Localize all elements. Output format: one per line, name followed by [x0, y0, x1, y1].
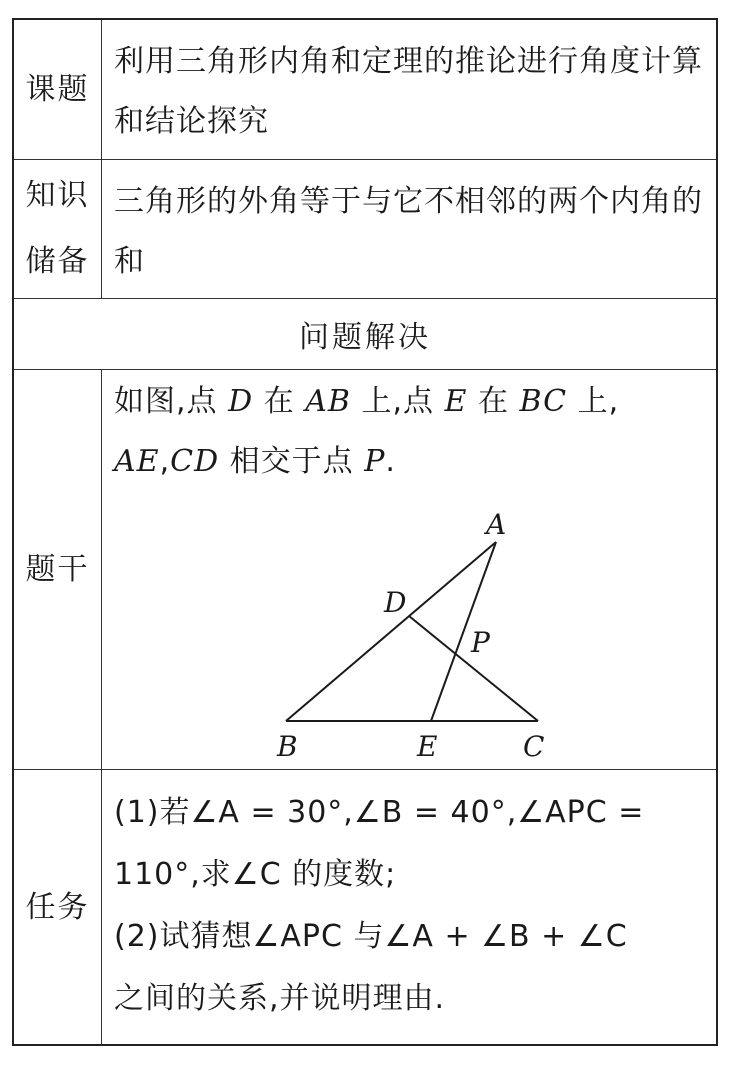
knowledge-row [14, 160, 716, 299]
stem-text: . [385, 444, 396, 479]
task-label [14, 770, 102, 1046]
stem-point-d: D [228, 384, 254, 419]
worksheet-table [12, 18, 718, 1046]
stem-text: 在 [253, 384, 306, 419]
stem-text: 相交于点 [219, 444, 365, 479]
topic-text: 利用三角形内角和定理的推论进行角度计算和结论探究 [114, 44, 703, 139]
stem-segment-bc: BC [519, 384, 568, 419]
stem-text: 上, [567, 384, 620, 419]
label-p: P [471, 626, 490, 659]
label-d: D [384, 586, 407, 619]
stem-text: 如图,点 [114, 384, 229, 419]
topic-row [14, 20, 716, 160]
knowledge-label-line2: 储备 [25, 244, 90, 279]
label-c: C [523, 730, 545, 763]
stem-row [14, 370, 716, 770]
topic-label [14, 20, 102, 159]
task-q1-line1: (1)若∠A = 30°,∠B = 40°,∠APC = [114, 795, 645, 830]
stem-point-p: P [364, 444, 386, 479]
triangle-figure [14, 370, 718, 770]
stem-label-text: 题干 [25, 551, 90, 587]
topic-content [102, 20, 716, 159]
knowledge-label [14, 160, 102, 298]
stem-segment-cd: CD [170, 444, 220, 479]
stem-text: 上,点 [350, 384, 445, 419]
task-q2-line1: (2)试猜想∠APC 与∠A + ∠B + ∠C [114, 919, 628, 954]
stem-segment-ae: AE [114, 444, 160, 479]
label-a: A [486, 508, 507, 541]
task-q2-line2: 之间的关系,并说明理由. [114, 981, 446, 1016]
stem-segment-ab: AB [305, 384, 351, 419]
knowledge-label-line1: 知识 [25, 178, 90, 213]
task-content [102, 770, 716, 1046]
stem-text: 在 [467, 384, 520, 419]
section-header: 问题解决 [299, 320, 431, 355]
stem-point-e: E [444, 384, 468, 419]
stem-text: , [159, 444, 171, 479]
section-header-row [14, 299, 716, 370]
task-q1-line2: 110°,求∠C 的度数; [114, 857, 397, 892]
label-b: B [277, 730, 298, 763]
task-row [14, 770, 716, 1046]
knowledge-content [102, 160, 716, 298]
knowledge-text: 三角形的外角等于与它不相邻的两个内角的和 [114, 184, 703, 279]
topic-label-text: 课题 [25, 71, 90, 107]
task-label-text: 任务 [25, 890, 90, 925]
label-e: E [417, 730, 438, 763]
